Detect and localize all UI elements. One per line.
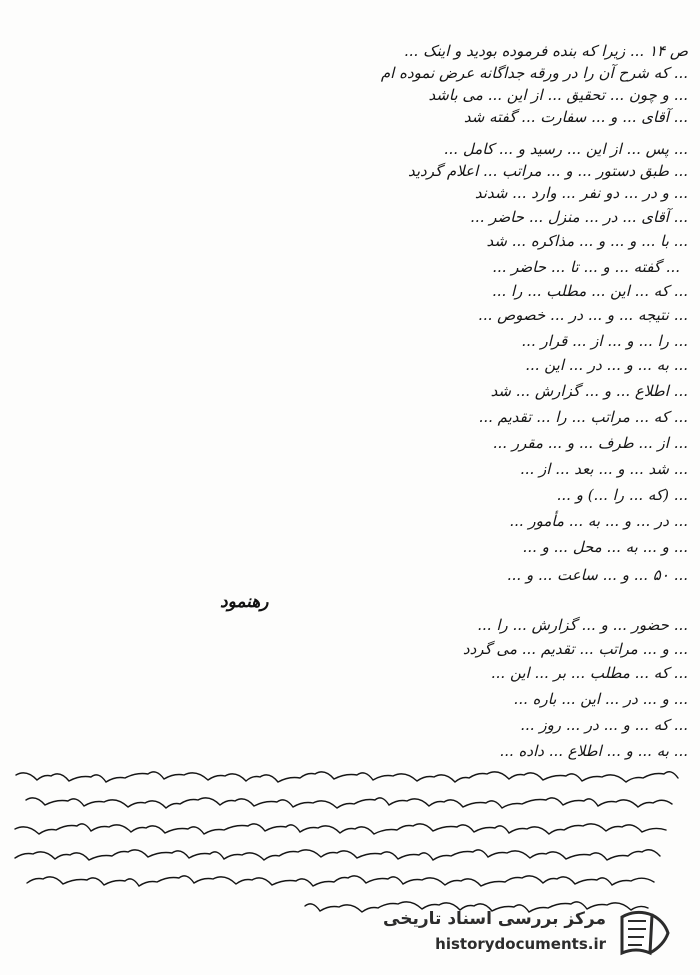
handwritten-line: ... به ... و ... در ... این ... (525, 356, 688, 374)
handwritten-line: ... و ... در ... این ... باره ... (513, 690, 688, 708)
handwritten-line: ... که ... این ... مطلب ... را ... (491, 282, 688, 300)
ink-stroke (8, 842, 688, 868)
handwritten-line: ... که ... و ... در ... روز ... (520, 716, 688, 734)
handwritten-line: ... در ... و ... به ... مأمور ... (509, 512, 688, 530)
handwritten-line: ... طبق دستور ... و ... مراتب ... اعلام گردید (408, 162, 688, 180)
handwritten-line: ... به ... و ... اطلاع ... داده ... (499, 742, 688, 760)
handwritten-line: ... آقای ... در ... منزل ... حاضر ... (470, 208, 688, 226)
watermark-title: مرکز بررسی اسناد تاریخی (383, 909, 606, 929)
handwritten-line: ... گفته ... و ... تا ... حاضر ... (492, 258, 680, 276)
handwritten-line: ... از ... طرف ... و ... مقرر ... (492, 434, 688, 452)
ink-stroke (8, 764, 688, 790)
handwritten-line: ص ۱۴ ... زیرا که بنده فرموده بودید و اینک ... (404, 42, 688, 60)
handwritten-line: ... که شرح آن را در ورقه جداگانه عرض نموده ام (380, 64, 688, 82)
handwritten-line: ... که ... مطلب ... بر ... این ... (490, 664, 688, 682)
handwritten-line: ... آقای ... و ... سفارت ... گفته شد (463, 108, 688, 126)
watermark (383, 905, 680, 961)
handwritten-line: ... با ... و ... و ... مذاکره ... شد (486, 232, 688, 250)
handwritten-line: ... و چون ... تحقیق ... از این ... می باشد (428, 86, 688, 104)
handwritten-line: ... (که ... را ...) و ... (556, 486, 688, 504)
watermark-url: historydocuments.ir (435, 935, 606, 953)
handwritten-line: ... و ... مراتب ... تقدیم ... می گردد (462, 640, 688, 658)
handwritten-line: ... پس ... از این ... رسید و ... کامل ... (443, 140, 688, 158)
ink-stroke (8, 790, 688, 816)
handwritten-line: ... که ... مراتب ... را ... تقدیم ... (478, 408, 688, 426)
handwritten-line: ... و در ... دو نفر ... وارد ... شدند (474, 184, 688, 202)
handwritten-line: ... ۵۰ ... و ... ساعت ... و ... (506, 566, 688, 584)
ink-stroke (8, 816, 688, 842)
handwritten-line: ... نتیجه ... و ... در ... خصوص ... (478, 306, 688, 324)
handwritten-line: ... اطلاع ... و ... گزارش ... شد (490, 382, 688, 400)
ink-stroke (8, 868, 688, 894)
handwritten-line: ... حضور ... و ... گزارش ... را ... (477, 616, 688, 634)
archive-logo-icon (616, 907, 674, 959)
heading-note: رهنمود (220, 592, 269, 612)
handwritten-line: ... شد ... و ... بعد ... از ... (519, 460, 688, 478)
handwritten-line: ... را ... و ... از ... قرار ... (521, 332, 688, 350)
handwritten-line: ... و ... به ... محل ... و ... (522, 538, 688, 556)
